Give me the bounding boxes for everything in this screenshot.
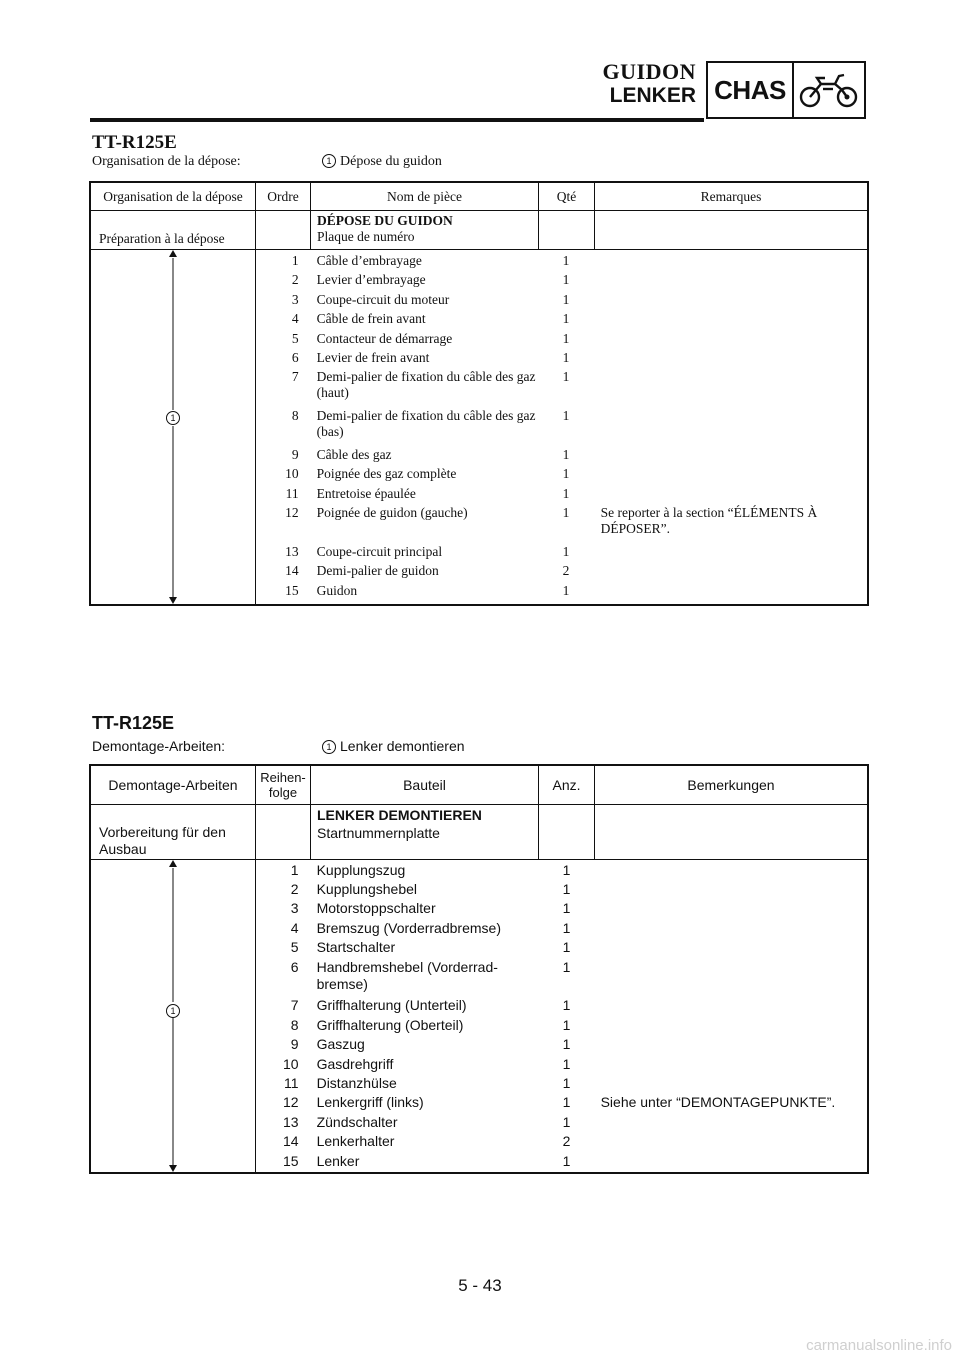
steps-block-fr — [91, 250, 867, 604]
table-row: 15 Guidon 1 — [285, 582, 570, 598]
subtitle-text-fr: Dépose du guidon — [340, 154, 442, 169]
table-row: 5 Contacteur de démarrage 1 — [291, 330, 570, 346]
col-header: Demontage-Arbeiten — [91, 766, 256, 804]
col-header: Nom de pièce — [311, 183, 539, 210]
col-header: Ordre — [256, 183, 311, 210]
subtitle-de — [92, 738, 465, 754]
col-header: Bemerkungen — [687, 777, 775, 793]
col-header: Qté — [539, 183, 595, 210]
steps-block-de — [91, 860, 867, 1172]
sequence-arrow — [91, 860, 256, 1172]
table-row: 13 Zündschalter 1 — [283, 1113, 571, 1130]
group-marker: 1 — [166, 1004, 180, 1018]
table-row: 3 Coupe-circuit du moteur 1 — [291, 291, 570, 307]
subtitle-item-de — [322, 738, 465, 754]
table-row: 10 Poignée des gaz complète 1 — [285, 466, 570, 482]
table-row: 9 Câble des gaz 1 — [291, 446, 570, 462]
table-row: 4 Bremszug (Vorderradbremse) 1 — [290, 919, 571, 936]
group-marker: 1 — [166, 411, 180, 425]
subtitle-item-fr — [322, 154, 442, 170]
prep-item: Plaque de numéro — [317, 229, 415, 244]
section-title-fr: TT-R125E — [92, 132, 177, 153]
subtitle-label-de: Demontage-Arbeiten: — [92, 738, 226, 754]
table-row: 3 Motorstoppschalter 1 — [290, 900, 571, 917]
table-row: 12 Lenkergriff (links) 1 Siehe unter “DEMONTAGEPUNKTE”. — [256, 1093, 867, 1112]
section-title-de: TT-R125E — [92, 713, 175, 733]
table-row: 9 Gaszug 1 — [290, 1036, 571, 1053]
motorcycle-icon — [794, 63, 864, 117]
table-row: 11 Distanzhülse 1 — [284, 1075, 571, 1091]
page-header-titles — [600, 60, 696, 108]
remark-text: Siehe unter “DEMONTAGEPUNKTE”. — [600, 1094, 836, 1111]
col-header: Bauteil — [311, 766, 539, 804]
table-row: 5 Startschalter 1 — [290, 939, 571, 956]
table-row: 7 Demi-palier de fixation du câble des gaz (haut) 1 — [291, 369, 570, 401]
subtitle-fr — [92, 154, 442, 170]
remark-text: Se reporter à la section “ÉLÉMENTS À DÉPOSER”. — [600, 505, 818, 537]
watermark: carmanualsonline.info — [806, 1337, 952, 1354]
header-title-de: LENKER — [609, 84, 696, 107]
table-row: 7 Griffhalterung (Unterteil) 1 — [290, 997, 571, 1014]
sequence-arrow — [91, 250, 256, 604]
steps-rows-de — [256, 860, 867, 1172]
header-rule — [90, 118, 704, 122]
table-row: 10 Gasdrehgriff 1 — [283, 1055, 571, 1072]
circled-number-marker: 1 — [322, 740, 336, 754]
table-row: 4 Câble de frein avant 1 — [291, 311, 570, 327]
circled-number-marker: 1 — [322, 154, 336, 168]
col-header: Organisation de la dépose — [91, 183, 256, 210]
subtitle-label-fr: Organisation de la dépose: — [92, 154, 241, 169]
table-row: 6 Levier de frein avant 1 — [291, 349, 570, 365]
table-row: 11 Entretoise épaulée 1 — [285, 485, 570, 501]
chapter-badge-label: CHAS — [708, 63, 794, 117]
header-title-fr: GUIDON — [602, 59, 696, 84]
table-row: 13 Coupe-circuit principal 1 — [285, 543, 570, 559]
col-header: Remarques — [700, 188, 762, 204]
table-row: 14 Lenkerhalter 2 — [283, 1133, 571, 1150]
prep-cell — [311, 805, 539, 859]
table-row: 8 Demi-palier de fixation du câble des gaz (bas) 1 — [291, 408, 570, 440]
table-row: 1 Kupplungszug 1 — [290, 861, 571, 878]
page-number: 5 - 43 — [458, 1276, 502, 1295]
prep-heading: DÉPOSE DU GUIDON — [317, 213, 453, 228]
table-header-fr — [91, 183, 867, 211]
prep-heading: LENKER DEMONTIEREN — [317, 807, 482, 823]
prep-cell — [311, 211, 539, 249]
col-header: Anz. — [539, 766, 595, 804]
removal-table-fr — [89, 181, 869, 606]
table-row: 8 Griffhalterung (Oberteil) 1 — [290, 1016, 571, 1033]
chapter-badge — [706, 61, 866, 119]
prep-row-fr — [91, 211, 867, 250]
table-row: 2 Levier d’embrayage 1 — [291, 272, 570, 288]
table-row: 1 Câble d’embrayage 1 — [291, 253, 570, 268]
table-row: 15 Lenker 1 — [283, 1152, 571, 1169]
table-row: 14 Demi-palier de guidon 2 — [285, 563, 570, 579]
removal-table-de — [89, 764, 869, 1174]
prep-label: Vorbereitung für den Ausbau — [91, 805, 256, 859]
col-header: Reihen- folge — [256, 766, 311, 804]
prep-label: Préparation à la dépose — [91, 211, 256, 249]
table-header-de — [91, 766, 867, 805]
steps-rows-fr — [256, 250, 867, 604]
subtitle-text-de: Lenker demontieren — [340, 738, 465, 754]
table-row: 2 Kupplungshebel 1 — [290, 881, 571, 898]
prep-item: Startnummernplatte — [317, 825, 440, 841]
table-row: 12 Poignée de guidon (gauche) 1 Se reporter à la section “ÉLÉMENTS À DÉPOSER”. — [256, 505, 867, 544]
table-row: 6 Handbremshebel (Vorderrad-bremse) 1 — [290, 958, 571, 992]
prep-row-de — [91, 805, 867, 860]
